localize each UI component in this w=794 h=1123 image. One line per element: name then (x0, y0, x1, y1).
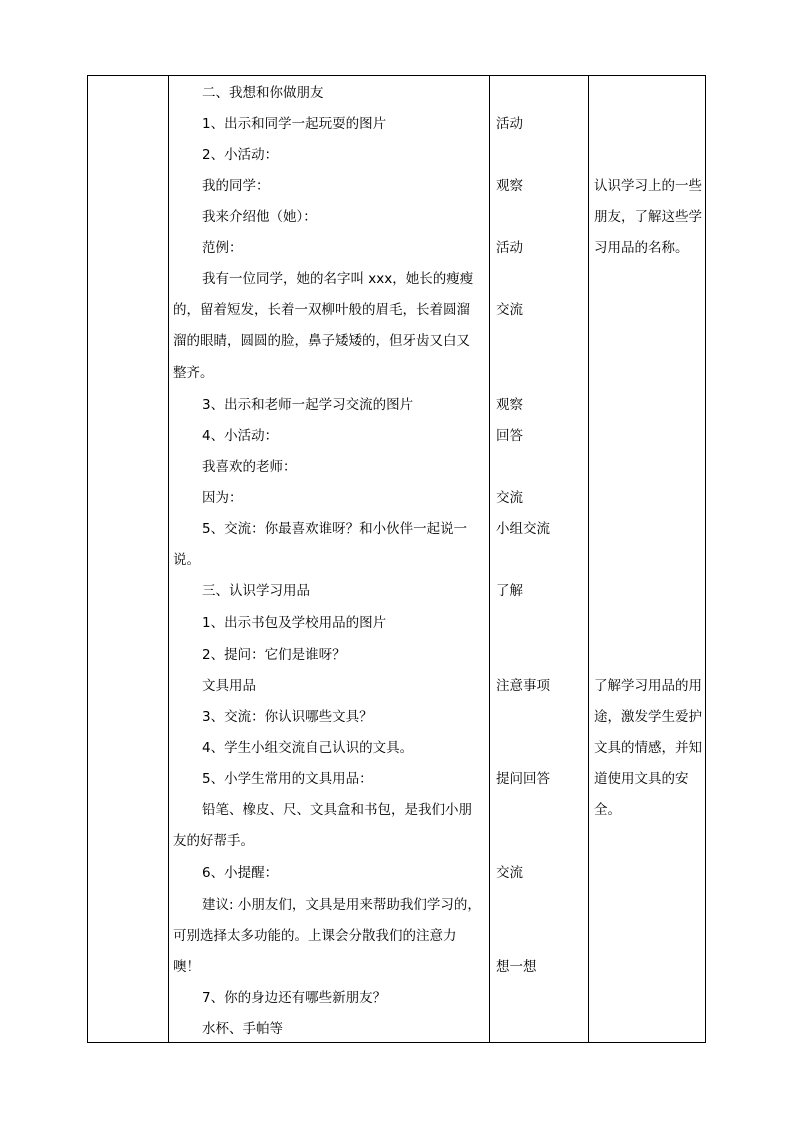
content-line: 6、小提醒： (202, 865, 279, 881)
content-line: 7、你的身边还有哪些新朋友？ (202, 990, 387, 1006)
column-divider (489, 76, 490, 1042)
content-line: 1、出示书包及学校用品的图片 (202, 615, 387, 631)
content-line: 4、小活动： (202, 428, 279, 444)
content-line: 我来介绍他（她）： (202, 209, 317, 225)
activity-label: 想一想 (496, 959, 537, 975)
content-line: 因为： (202, 490, 243, 506)
content-line: 说。 (173, 552, 200, 568)
content-line: 文具用品 (202, 678, 256, 694)
content-line: 整齐。 (173, 365, 214, 381)
content-line: 1、出示和同学一起玩耍的图片 (202, 116, 387, 132)
activity-label: 了解 (496, 583, 523, 599)
content-line: 友的好帮手。 (173, 833, 254, 849)
column-divider (588, 76, 589, 1042)
activity-label: 提问回答 (496, 771, 550, 787)
activity-label: 交流 (496, 865, 523, 881)
section-heading: 二、我想和你做朋友 (202, 85, 324, 101)
content-line: 铅笔、橡皮、尺、文具盒和书包，是我们小朋 (202, 802, 472, 818)
content-line: 我喜欢的老师： (202, 459, 297, 475)
activity-label: 回答 (496, 428, 523, 444)
activity-label: 观察 (496, 178, 523, 194)
content-line: 2、小活动： (202, 147, 279, 163)
content-line: 可别选择太多功能的。上课会分散我们的注意力 (173, 928, 457, 944)
activity-label: 活动 (496, 240, 523, 256)
activity-label: 小组交流 (496, 521, 550, 537)
content-line: 3、交流：你认识哪些文具？ (202, 709, 373, 725)
activity-label: 观察 (496, 397, 523, 413)
content-line: 3、出示和老师一起学习交流的图片 (202, 397, 414, 413)
section-heading: 三、认识学习用品 (202, 583, 310, 599)
column-divider (168, 76, 169, 1042)
content-line: 5、交流：你最喜欢谁呀？和小伙伴一起说一 (202, 521, 468, 537)
content-line: 我有一位同学，她的名字叫 xxx，她长的瘦瘦 (202, 271, 474, 287)
design-intent-1: 认识学习上的一些朋友，了解这些学习用品的名称。 (594, 178, 702, 256)
content-line: 2、提问：它们是谁呀？ (202, 647, 346, 663)
content-line: 范例： (202, 240, 243, 256)
content-line: 我的同学： (202, 178, 270, 194)
design-intent-2: 了解学习用品的用途，激发学生爱护文具的情感，并知道使用文具的安全。 (594, 678, 702, 818)
content-line: 的，留着短发，长着一双柳叶般的眉毛，长着圆溜 (173, 302, 470, 318)
activity-label: 注意事项 (496, 678, 550, 694)
content-line: 5、小学生常用的文具用品： (202, 771, 373, 787)
activity-label: 活动 (496, 116, 523, 132)
activity-label: 交流 (496, 302, 523, 318)
activity-label: 交流 (496, 490, 523, 506)
content-line: 溜的眼睛，圆圆的脸，鼻子矮矮的，但牙齿又白又 (173, 333, 470, 349)
content-line: 建议: 小朋友们，文具是用来帮助我们学习的， (202, 897, 481, 913)
content-line: 噢！ (173, 959, 200, 975)
content-line: 4、学生小组交流自己认识的文具。 (202, 740, 414, 756)
content-line: 水杯、手帕等 (202, 1021, 283, 1037)
